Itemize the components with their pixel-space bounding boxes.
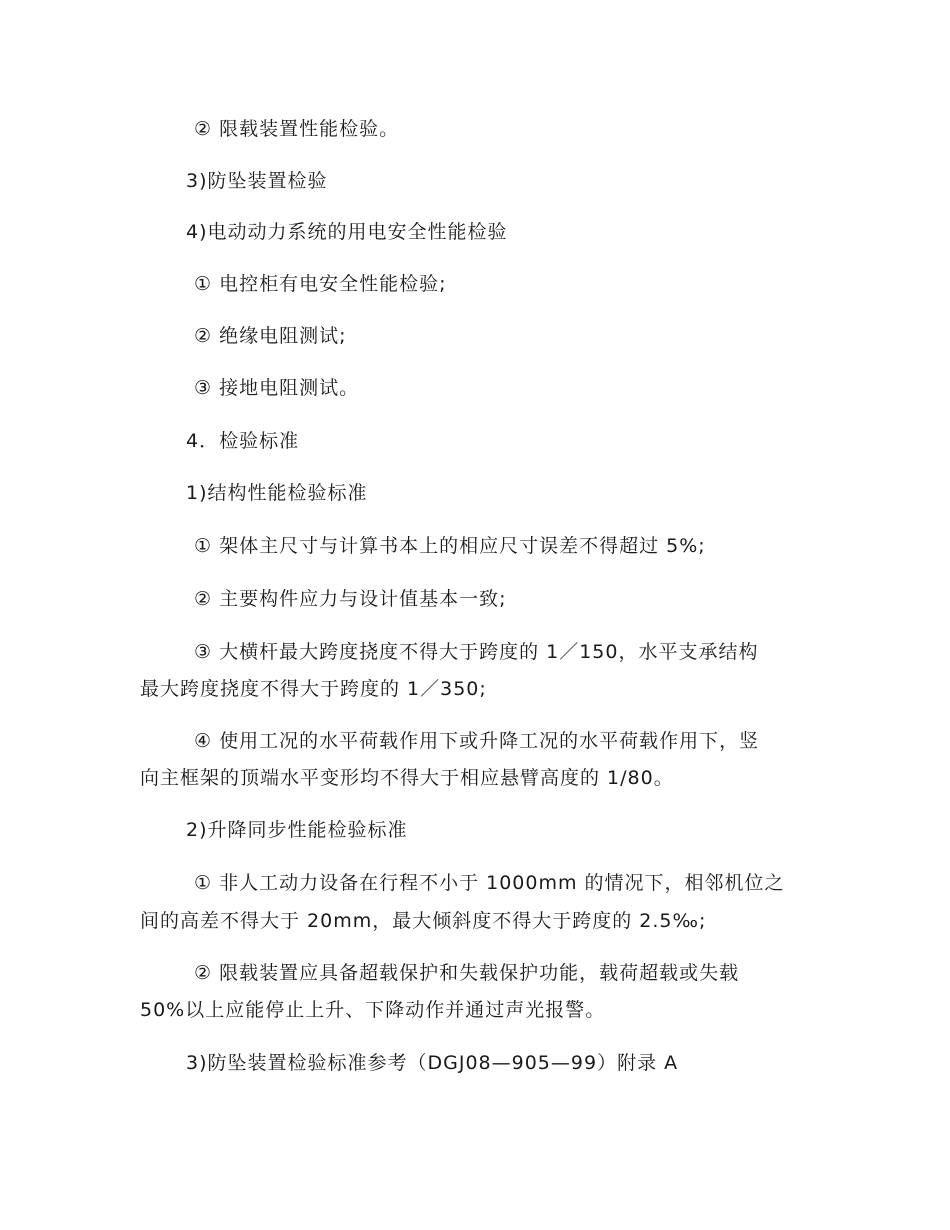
text-line: 间的高差不得大于 20mm，最大倾斜度不得大于跨度的 2.5‰; bbox=[140, 910, 707, 932]
text-line: 最大跨度挠度不得大于跨度的 1／350; bbox=[140, 678, 487, 700]
text-line: ④ 使用工况的水平荷载作用下或升降工况的水平荷载作用下，竖 bbox=[194, 730, 760, 752]
text-line: ① 非人工动力设备在行程不小于 1000mm 的情况下，相邻机位之 bbox=[194, 872, 785, 894]
text-line: 1)结构性能检验标准 bbox=[186, 482, 368, 504]
text-line: ② 主要构件应力与设计值基本一致; bbox=[194, 588, 507, 610]
text-line: ① 电控柜有电安全性能检验; bbox=[194, 273, 447, 295]
text-line: ① 架体主尺寸与计算书本上的相应尺寸误差不得超过 5%; bbox=[194, 535, 706, 557]
text-line: ③ 接地电阻测试。 bbox=[194, 377, 360, 399]
text-line: 50%以上应能停止上升、下降动作并通过声光报警。 bbox=[140, 999, 606, 1021]
text-line: 3)防坠装置检验标准参考（DGJ08—905—99）附录 A bbox=[186, 1052, 679, 1074]
text-line: ② 限载装置性能检验。 bbox=[194, 118, 400, 140]
text-line: ② 绝缘电阻测试; bbox=[194, 325, 347, 347]
text-line: ③ 大横杆最大跨度挠度不得大于跨度的 1／150，水平支承结构 bbox=[194, 641, 759, 663]
text-line: 向主框架的顶端水平变形均不得大于相应悬臂高度的 1/80。 bbox=[140, 767, 674, 789]
text-line: 2)升降同步性能检验标准 bbox=[186, 819, 408, 841]
text-line: 4)电动动力系统的用电安全性能检验 bbox=[186, 221, 508, 243]
text-line: ② 限载装置应具备超载保护和失载保护功能，载荷超载或失载 bbox=[194, 962, 740, 984]
text-line: 3)防坠装置检验 bbox=[186, 170, 328, 192]
section-heading: 4．检验标准 bbox=[186, 430, 300, 452]
